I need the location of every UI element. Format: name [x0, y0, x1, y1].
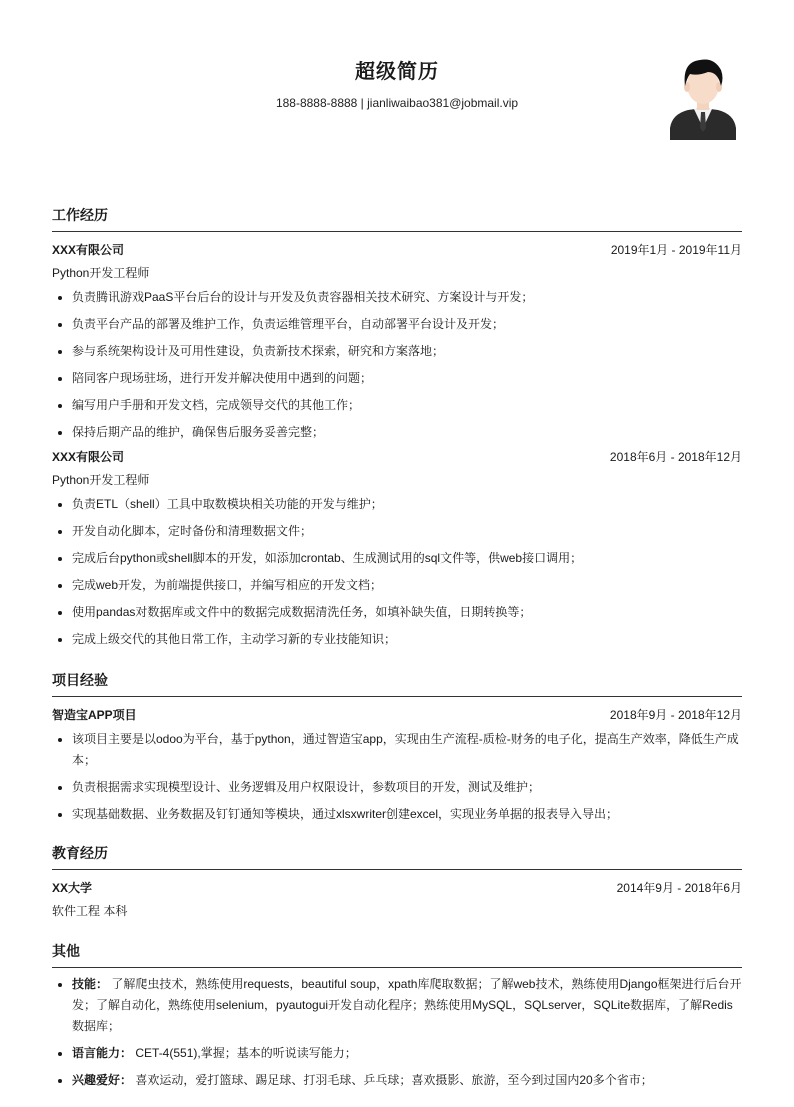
other-section: [52, 941, 742, 1091]
job-entry: [52, 449, 742, 650]
list-item: • 负责腾讯游戏PaaS平台后台的设计与开发及负责容器相关技术研究、方案设计与开发；: [72, 287, 742, 308]
list-item: • 编写用户手册和开发文档，完成领导交代的其他工作；: [72, 395, 742, 416]
list-item: • 实现基础数据、业务数据及钉钉通知等模块，通过xlsxwriter创建excel，实现业务单据的报表导入导出；: [72, 804, 742, 825]
work-section: [52, 205, 742, 650]
job-duties: [52, 494, 742, 650]
project-header: [52, 707, 742, 723]
resume-header: [52, 0, 742, 175]
resume-page: [52, 0, 742, 1091]
school-name: XX大学: [52, 881, 93, 895]
job-role: Python开发工程师: [52, 473, 150, 487]
list-item: [72, 974, 742, 1037]
list-item: • 保持后期产品的维护，确保售后服务妥善完整；: [72, 422, 742, 443]
list-item: • 完成web开发，为前端提供接口，并编写相应的开发文档；: [72, 575, 742, 596]
job-header: [52, 242, 742, 258]
item-text: 了解爬虫技术，熟练使用requests，beautiful soup，xpath库爬取数据；了解web技术，熟练使用Django框架进行后台开发；了解自动化，熟练使用selenium，pyautogui开发自动化程序；熟练使用MySQL，SQLserver，SQLite数据库，了解Redis数据库；: [72, 977, 742, 1033]
item-label: 技能：: [72, 977, 109, 991]
item-label: 语言能力：: [72, 1046, 133, 1060]
list-item: • 负责平台产品的部署及维护工作，负责运维管理平台，自动部署平台设计及开发；: [72, 314, 742, 335]
education-section: [52, 843, 742, 919]
project-date: 2018年9月 - 2018年12月: [609, 708, 742, 722]
section-title-education: 教育经历: [52, 843, 742, 870]
list-item: • 开发自动化脚本，定时备份和清理数据文件；: [72, 521, 742, 542]
list-item: • 负责根据需求实现模型设计、业务逻辑及用户权限设计，参数项目的开发，测试及维护；: [72, 777, 742, 798]
section-title-other: 其他: [52, 941, 742, 968]
item-text: CET-4(551),掌握；基本的听说读写能力；: [132, 1046, 357, 1060]
list-item: • 完成上级交代的其他日常工作，主动学习新的专业技能知识；: [72, 629, 742, 650]
item-label: 兴趣爱好：: [72, 1073, 133, 1087]
job-date: 2019年1月 - 2019年11月: [610, 243, 742, 257]
company-name: XXX有限公司: [52, 450, 125, 464]
project-section: [52, 670, 742, 825]
major-degree: 软件工程 本科: [52, 904, 128, 918]
other-list: [52, 974, 742, 1091]
item-text: 喜欢运动，爱打篮球、踢足球、打羽毛球、乒乓球；喜欢摄影、旅游，至今到过国内20多个省市；: [132, 1073, 653, 1087]
list-item: [72, 1070, 742, 1091]
section-title-work: 工作经历: [52, 205, 742, 232]
project-name: 智造宝APP项目: [52, 708, 137, 722]
list-item: [72, 1043, 742, 1064]
avatar-icon: [668, 50, 738, 140]
list-item: • 参与系统架构设计及可用性建设，负责新技术探索，研究和方案落地；: [72, 341, 742, 362]
candidate-name: 超级简历: [355, 61, 439, 83]
list-item: • 该项目主要是以odoo为平台，基于python，通过智造宝app，实现由生产流程-质检-财务的电子化，提高生产效率，降低生产成本；: [72, 729, 742, 771]
education-header: [52, 880, 742, 896]
list-item: • 完成后台python或shell脚本的开发，如添加crontab、生成测试用的sql文件等，供web接口调用；: [72, 548, 742, 569]
section-title-project: 项目经验: [52, 670, 742, 697]
list-item: • 使用pandas对数据库或文件中的数据完成数据清洗任务，如填补缺失值，日期转换等；: [72, 602, 742, 623]
education-date: 2014年9月 - 2018年6月: [616, 881, 742, 895]
job-duties: [52, 287, 742, 443]
project-duties: [52, 729, 742, 825]
list-item: • 陪同客户现场驻场，进行开发并解决使用中遇到的问题；: [72, 368, 742, 389]
job-date: 2018年6月 - 2018年12月: [609, 450, 742, 464]
company-name: XXX有限公司: [52, 243, 125, 257]
job-header: [52, 449, 742, 465]
job-entry: [52, 242, 742, 443]
contact-info: 188-8888-8888 | jianliwaibao381@jobmail.vip: [275, 96, 519, 110]
list-item: • 负责ETL（shell）工具中取数模块相关功能的开发与维护；: [72, 494, 742, 515]
job-role: Python开发工程师: [52, 266, 150, 280]
